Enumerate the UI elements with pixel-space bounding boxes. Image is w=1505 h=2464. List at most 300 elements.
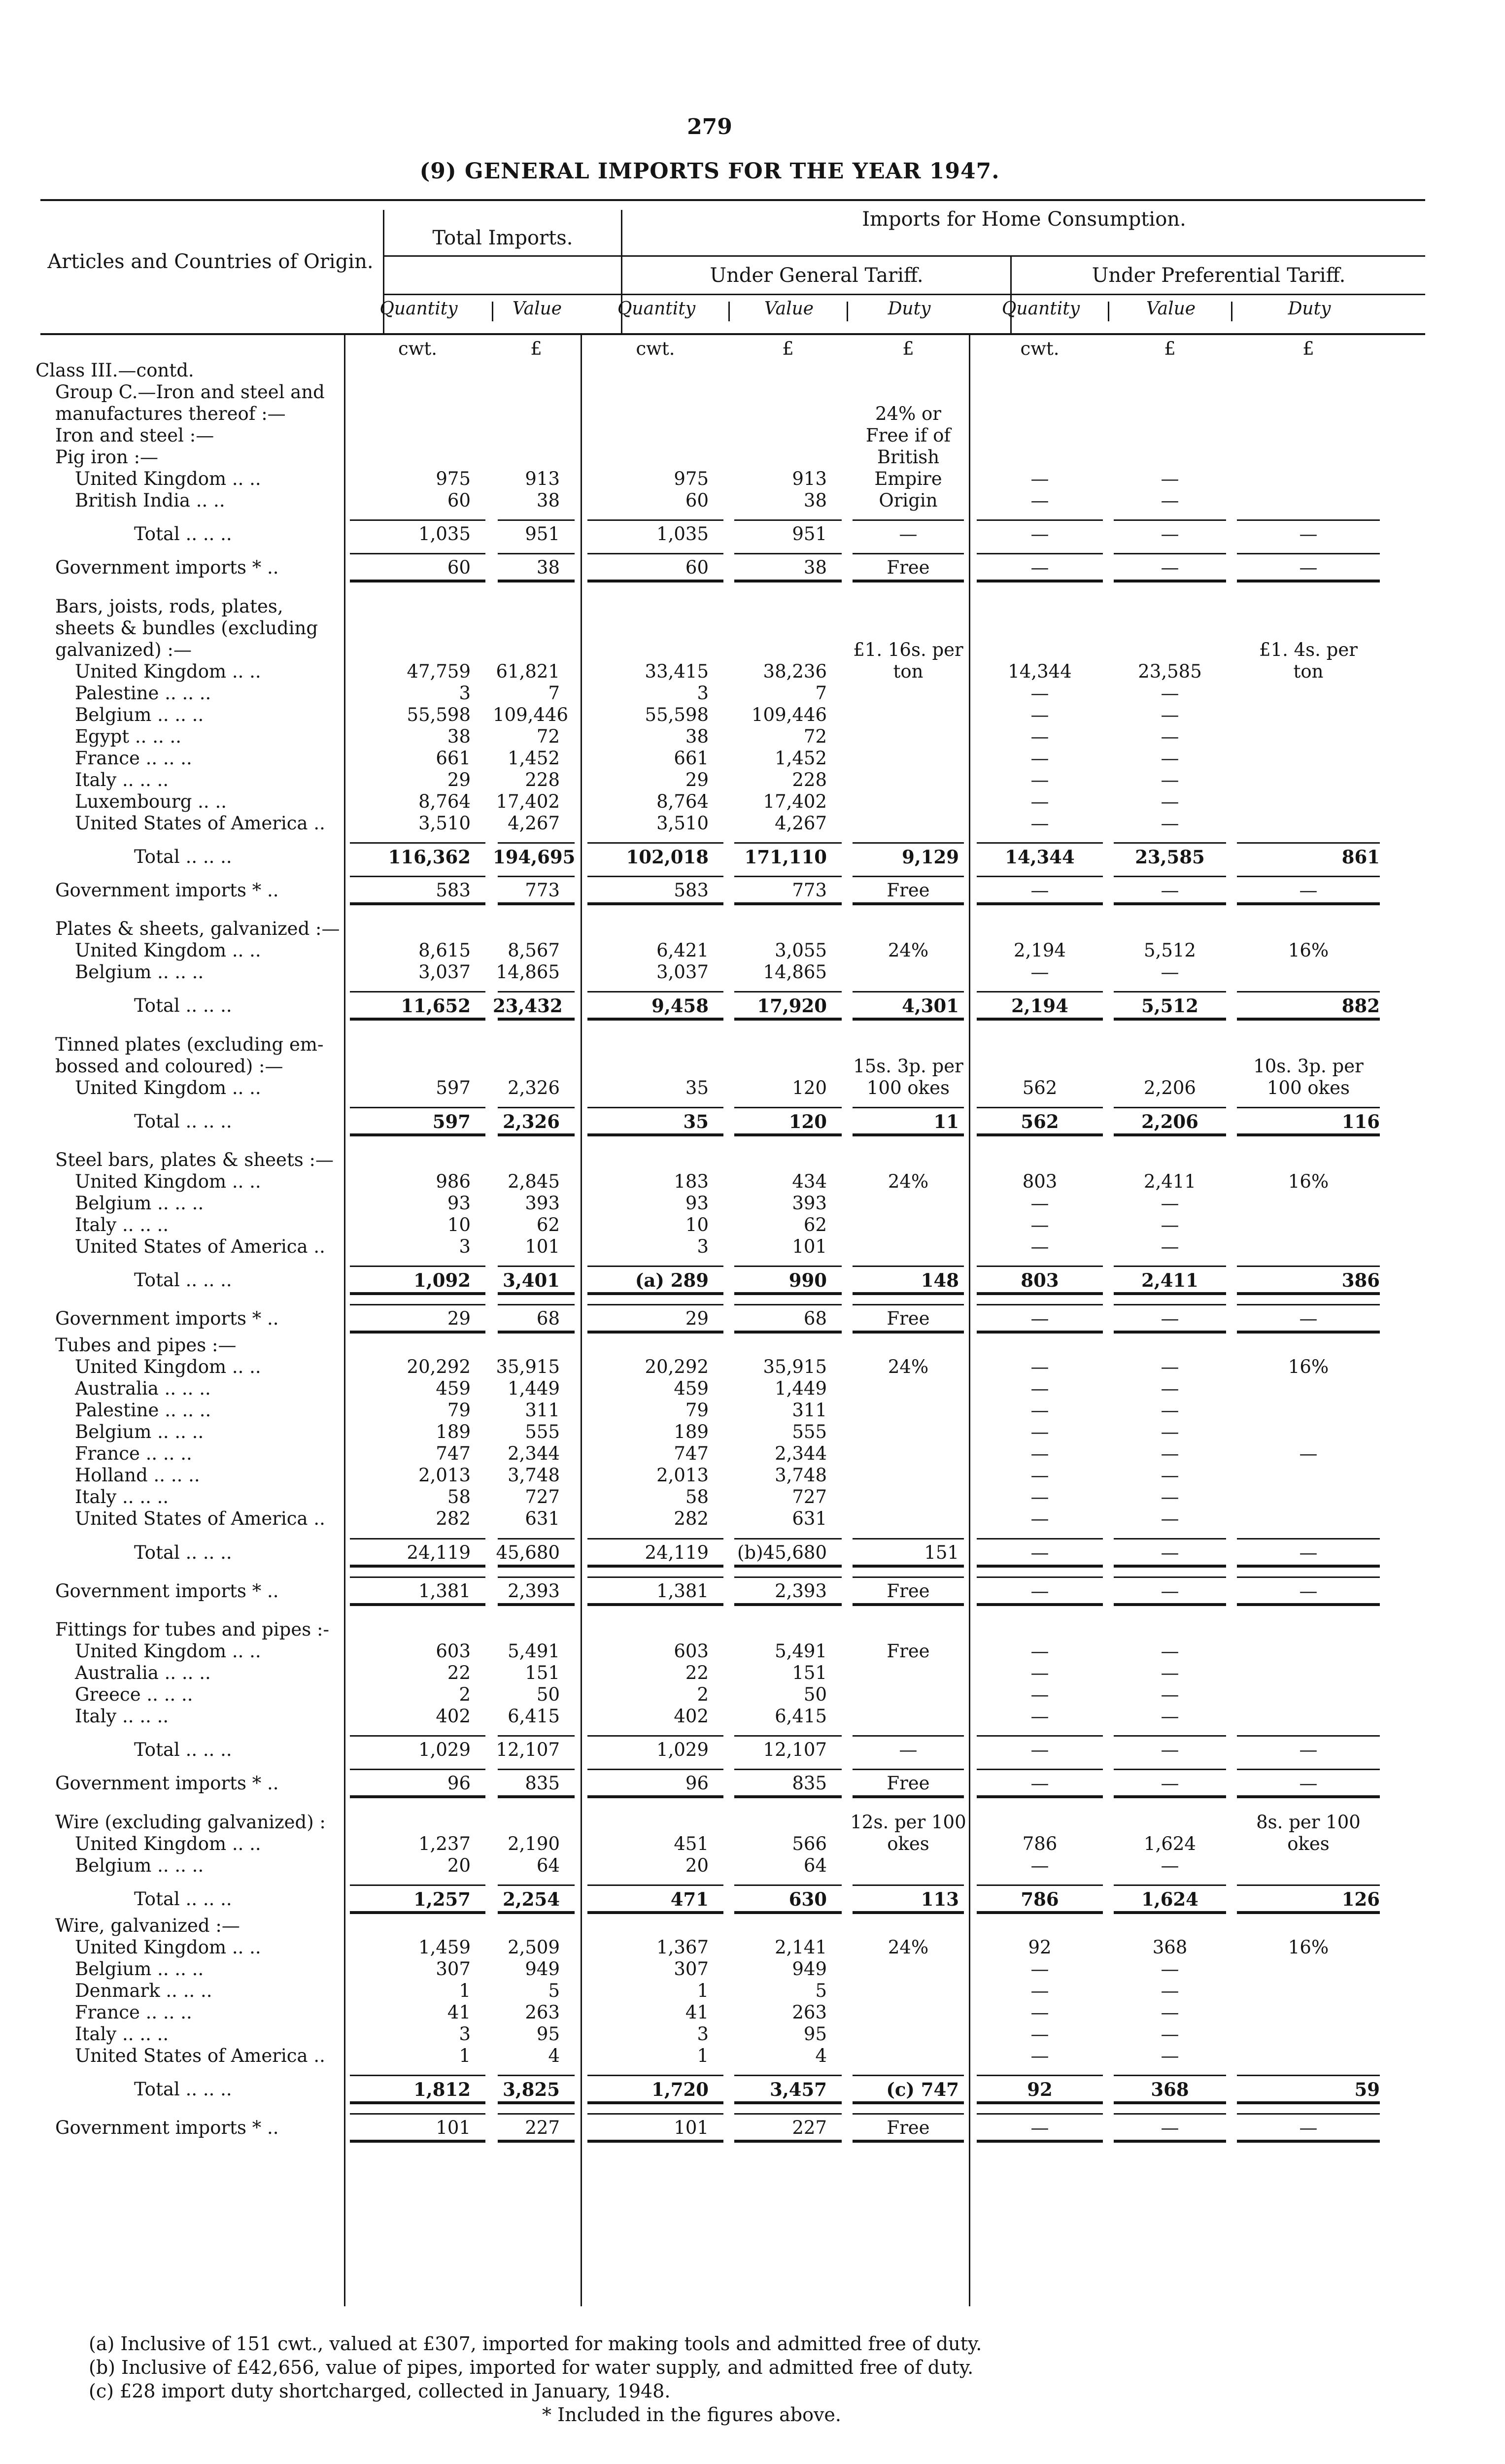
cell-pref-value: — <box>1161 2045 1179 2066</box>
double-rule <box>350 2101 485 2104</box>
double-rule <box>350 1911 485 1914</box>
double-rule <box>853 1331 964 1334</box>
total-rule <box>350 553 485 554</box>
row-label: Fittings for tubes and pipes :- <box>55 1619 329 1640</box>
cell-pref-quantity: — <box>1030 1773 1049 1794</box>
total-rule <box>977 991 1103 992</box>
total-rule <box>734 2113 842 2115</box>
cell-pref-duty: — <box>1299 557 1318 579</box>
cell-pref-quantity: — <box>1030 704 1049 725</box>
cell-value: 120 <box>788 1110 827 1132</box>
total-rule <box>977 553 1103 554</box>
double-rule <box>853 1911 964 1914</box>
double-rule <box>853 2140 964 2143</box>
cell-pref-value: 1,624 <box>1141 1888 1198 1910</box>
total-rule <box>977 1769 1103 1770</box>
cell-value: 631 <box>525 1508 560 1530</box>
cell-pref-quantity: 14,344 <box>1008 660 1072 682</box>
row-label: Belgium .. .. .. <box>75 1193 204 1214</box>
cell-pref-value: — <box>1161 468 1179 489</box>
row-label: Belgium .. .. .. <box>75 1421 204 1443</box>
total-rule <box>1114 991 1226 992</box>
row-label: France .. .. .. <box>75 747 192 769</box>
total-rule <box>853 876 964 877</box>
total-rule <box>1114 1304 1226 1305</box>
row-label: United Kingdom .. .. <box>75 468 261 489</box>
double-rule <box>853 1795 964 1798</box>
cell-pref-value: — <box>1161 2001 1179 2023</box>
unit-label: £ <box>1302 338 1314 359</box>
footnote-b: (b) Inclusive of £42,656, value of pipes, imported for water supply, and admitted free of duty. <box>89 2357 974 2378</box>
total-rule <box>498 1107 575 1108</box>
header-mid-rule <box>384 255 1425 257</box>
total-rule <box>1114 2075 1226 2076</box>
cell-pref-quantity: — <box>1030 747 1049 769</box>
cell-pref-quantity: — <box>1030 1739 1049 1761</box>
total-rule <box>498 1735 575 1737</box>
cell-pref-quantity: — <box>1030 1706 1049 1727</box>
cell-value: 451 <box>674 1833 709 1854</box>
cell-value: 20,292 <box>645 1356 709 1378</box>
cell-pref-value: — <box>1161 1486 1179 1508</box>
total-rule <box>1114 1769 1226 1770</box>
cell-value: 24,119 <box>645 1541 709 1563</box>
cell-value: 24,119 <box>407 1541 471 1563</box>
cell-value: 459 <box>436 1378 471 1400</box>
cell-value: 12,107 <box>496 1739 560 1761</box>
double-rule <box>734 1603 842 1606</box>
row-label: bossed and coloured) :— <box>55 1055 283 1077</box>
total-rule <box>1237 1304 1380 1305</box>
cell-pref-value: — <box>1161 1684 1179 1705</box>
cell-pref-value: — <box>1161 1214 1179 1235</box>
cell-value: 60 <box>685 490 709 511</box>
cell-value: 2,326 <box>508 1077 560 1098</box>
row-label: Australia .. .. .. <box>75 1662 211 1683</box>
cell-pref-value: — <box>1161 1236 1179 1257</box>
cell-value: 975 <box>674 468 709 489</box>
row-label: Total .. .. .. <box>134 523 232 545</box>
double-rule <box>853 1018 964 1021</box>
cell-value: 151 <box>792 1662 827 1683</box>
cell-value: 8,615 <box>418 940 471 961</box>
row-label: Total .. .. .. <box>134 1888 232 1910</box>
total-rule <box>1237 1107 1380 1108</box>
total-rule <box>853 1576 964 1578</box>
total-rule <box>853 1538 964 1540</box>
cell-pref-duty: okes <box>1287 1833 1330 1854</box>
double-rule <box>498 580 575 582</box>
cell-pref-duty: 8s. per 100 <box>1256 1811 1361 1833</box>
cell-value: 96 <box>447 1773 471 1794</box>
total-rule <box>1114 1735 1226 1737</box>
total-rule <box>498 2075 575 2076</box>
double-rule <box>1114 1565 1226 1568</box>
row-label: Greece .. .. .. <box>75 1684 193 1705</box>
cell-value: 17,402 <box>763 790 827 812</box>
total-rule <box>734 1884 842 1886</box>
cell-value: 3,748 <box>508 1465 560 1486</box>
cell-value: 20 <box>447 1854 471 1876</box>
cell-value: 555 <box>525 1421 560 1443</box>
cell-pref-value: — <box>1161 812 1179 834</box>
double-rule <box>1114 1018 1226 1021</box>
total-rule <box>734 1735 842 1737</box>
total-rule <box>1237 1538 1380 1540</box>
cell-pref-quantity: 562 <box>1022 1077 1058 1098</box>
cell-value: 661 <box>436 747 471 769</box>
cell-pref-duty: — <box>1299 880 1318 901</box>
cell-value: 1,452 <box>508 747 560 769</box>
total-rule <box>1114 1576 1226 1578</box>
cell-duty: — <box>899 523 918 545</box>
total-rule <box>977 1576 1103 1578</box>
double-rule <box>853 1565 964 1568</box>
total-rule <box>1237 1735 1380 1737</box>
row-label: Wire (excluding galvanized) : <box>55 1811 326 1833</box>
cell-value: 194,695 <box>493 846 576 868</box>
cell-value: 109,446 <box>493 704 569 725</box>
cell-pref-value: — <box>1161 682 1179 704</box>
double-rule <box>1237 1133 1380 1136</box>
cell-value: 14,865 <box>496 961 560 983</box>
cell-value: 727 <box>792 1486 827 1508</box>
sub-header-quantity-2: Quantity <box>617 299 696 319</box>
cell-value: 1,459 <box>418 1936 471 1958</box>
sub-header-duty-7: Duty <box>1288 299 1331 319</box>
cell-duty: 4,301 <box>902 995 959 1017</box>
unit-label: £ <box>1164 338 1176 359</box>
cell-pref-quantity: — <box>1030 2001 1049 2023</box>
cell-value: 61,821 <box>496 660 560 682</box>
total-rule <box>498 1538 575 1540</box>
cell-duty: Free <box>887 1773 930 1794</box>
row-label: Government imports * .. <box>55 2117 279 2139</box>
cell-value: 311 <box>792 1400 827 1421</box>
cell-duty: 24% <box>888 1356 929 1378</box>
cell-value: 1,381 <box>418 1580 471 1602</box>
total-rule <box>734 1266 842 1267</box>
row-label: Belgium .. .. .. <box>75 961 204 983</box>
double-rule <box>734 1565 842 1568</box>
cell-value: 1 <box>697 2045 709 2066</box>
cell-value: 1,092 <box>413 1269 471 1292</box>
cell-value: 60 <box>447 490 471 511</box>
cell-duty: 11 <box>933 1110 959 1132</box>
cell-value: 101 <box>792 1236 827 1257</box>
total-rule <box>587 1538 723 1540</box>
cell-value: 11,652 <box>401 995 471 1017</box>
total-rule <box>498 1769 575 1770</box>
total-rule <box>1237 1266 1380 1267</box>
cell-value: 38 <box>685 725 709 747</box>
cell-pref-quantity: 2,194 <box>1011 995 1068 1017</box>
unit-label: cwt. <box>636 338 675 359</box>
cell-pref-duty: 10s. 3p. per <box>1253 1055 1364 1077</box>
cell-pref-value: — <box>1161 790 1179 812</box>
cell-value: 62 <box>536 1214 560 1235</box>
cell-value: 1,812 <box>413 2079 471 2100</box>
double-rule <box>1114 1331 1226 1334</box>
cell-value: 2,509 <box>508 1936 560 1958</box>
cell-pref-quantity: 92 <box>1028 1936 1052 1958</box>
cell-value: 393 <box>525 1193 560 1214</box>
row-label: Total .. .. .. <box>134 1110 232 1132</box>
cell-value: 38 <box>447 725 471 747</box>
row-label: Italy .. .. .. <box>75 2023 169 2045</box>
cell-pref-value: — <box>1161 2023 1179 2045</box>
cell-value: 282 <box>436 1508 471 1530</box>
cell-value: 64 <box>536 1854 560 1876</box>
double-rule <box>587 1911 723 1914</box>
cell-value: 29 <box>447 1308 471 1330</box>
double-rule <box>498 1603 575 1606</box>
total-rule <box>734 1304 842 1305</box>
total-rule <box>350 1884 485 1886</box>
cell-pref-value: — <box>1161 1980 1179 2001</box>
total-rule <box>977 1735 1103 1737</box>
cell-pref-quantity: — <box>1030 2023 1049 2045</box>
cell-value: 3 <box>697 1236 709 1257</box>
total-rule <box>1237 1884 1380 1886</box>
cell-value: 60 <box>685 557 709 579</box>
double-rule <box>498 2101 575 2104</box>
double-rule <box>853 1133 964 1136</box>
cell-value: 22 <box>447 1662 471 1683</box>
total-rule <box>587 1304 723 1305</box>
cell-pref-value: — <box>1161 1958 1179 1980</box>
total-rule <box>498 842 575 844</box>
cell-pref-value: — <box>1161 1641 1179 1662</box>
cell-pref-value: — <box>1161 1465 1179 1486</box>
total-rule <box>1237 991 1380 992</box>
cell-duty: 12s. per 100 <box>850 1811 966 1833</box>
total-rule <box>1114 2113 1226 2115</box>
unit-label: £ <box>530 338 542 359</box>
cell-value: 835 <box>525 1773 560 1794</box>
row-label: Wire, galvanized :— <box>55 1915 240 1936</box>
cell-value: 913 <box>792 468 827 489</box>
sub-header-separator <box>492 302 493 321</box>
cell-value: 17,920 <box>757 995 827 1017</box>
cell-value: 3,510 <box>418 812 471 834</box>
total-rule <box>1114 876 1226 877</box>
cell-value: 1 <box>459 1980 471 2001</box>
total-rule <box>587 1769 723 1770</box>
cell-pref-value: — <box>1161 1854 1179 1876</box>
cell-value: 38 <box>536 490 560 511</box>
cell-pref-duty: 100 okes <box>1267 1077 1350 1098</box>
double-rule <box>734 2140 842 2143</box>
double-rule <box>350 1133 485 1136</box>
cell-value: 17,402 <box>496 790 560 812</box>
sub-header-quantity-5: Quantity <box>1001 299 1080 319</box>
cell-pref-quantity: — <box>1030 1958 1049 1980</box>
row-label: United States of America .. <box>75 1236 325 1257</box>
cell-value: 975 <box>436 468 471 489</box>
cell-pref-quantity: — <box>1030 880 1049 901</box>
cell-duty: Free <box>887 1641 930 1662</box>
row-label: galvanized) :— <box>55 639 192 660</box>
cell-value: 2,344 <box>508 1443 560 1465</box>
cell-value: 3,510 <box>656 812 709 834</box>
total-rule <box>853 1107 964 1108</box>
sub-header-value-6: Value <box>1146 299 1196 319</box>
double-rule <box>498 1795 575 1798</box>
double-rule <box>587 1331 723 1334</box>
total-rule <box>350 2075 485 2076</box>
cell-pref-value: 5,512 <box>1144 940 1196 961</box>
total-rule <box>587 2113 723 2115</box>
page-number: 279 <box>687 114 732 139</box>
total-rule <box>1237 1576 1380 1578</box>
total-rule <box>498 876 575 877</box>
cell-pref-value: 1,624 <box>1144 1833 1196 1854</box>
total-rule <box>587 1576 723 1578</box>
cell-pref-value: 2,206 <box>1144 1077 1196 1098</box>
double-rule <box>1237 1292 1380 1295</box>
cell-value: 282 <box>674 1508 709 1530</box>
total-rule <box>853 1884 964 1886</box>
double-rule <box>587 2140 723 2143</box>
total-rule <box>977 842 1103 844</box>
cell-value: 20 <box>685 1854 709 1876</box>
sub-header-value-3: Value <box>764 299 814 319</box>
row-label: Government imports * .. <box>55 1773 279 1794</box>
cell-value: 151 <box>525 1662 560 1683</box>
double-rule <box>498 1292 575 1295</box>
cell-value: 1,035 <box>656 523 709 545</box>
cell-pref-quantity: — <box>1030 468 1049 489</box>
cell-pref-value: — <box>1161 704 1179 725</box>
total-rule <box>1114 1884 1226 1886</box>
cell-pref-duty: — <box>1299 1773 1318 1794</box>
header-general-tariff: Under General Tariff. <box>710 264 924 287</box>
double-rule <box>977 1603 1103 1606</box>
cell-value: 9,458 <box>651 995 709 1017</box>
cell-value: 2,344 <box>775 1443 827 1465</box>
total-rule <box>587 553 723 554</box>
double-rule <box>587 1565 723 1568</box>
cell-pref-value: — <box>1161 1541 1179 1563</box>
cell-pref-quantity: — <box>1030 1541 1049 1563</box>
cell-value: 23,432 <box>493 995 563 1017</box>
cell-duty: 15s. 3p. per <box>853 1055 963 1077</box>
row-label: United States of America .. <box>75 1508 325 1530</box>
cell-duty: 151 <box>924 1541 959 1563</box>
cell-duty: Free if of <box>865 425 951 446</box>
cell-duty: 24% <box>888 1936 929 1958</box>
cell-value: 55,598 <box>645 704 709 725</box>
cell-value: 631 <box>792 1508 827 1530</box>
total-rule <box>1114 1107 1226 1108</box>
row-label: France .. .. .. <box>75 1443 192 1465</box>
cell-value: 41 <box>447 2001 471 2023</box>
cell-value: 22 <box>685 1662 709 1683</box>
cell-pref-value: 2,206 <box>1141 1110 1198 1132</box>
double-rule <box>1237 2140 1380 2143</box>
double-rule <box>1114 2140 1226 2143</box>
cell-pref-duty: 16% <box>1288 1936 1329 1958</box>
cell-value: 5 <box>548 1980 560 2001</box>
row-label: United Kingdom .. .. <box>75 1171 261 1192</box>
cell-pref-quantity: 786 <box>1022 1833 1058 1854</box>
double-rule <box>977 2140 1103 2143</box>
double-rule <box>734 902 842 905</box>
sub-header-separator <box>728 302 730 321</box>
total-rule <box>587 1107 723 1108</box>
total-rule <box>1114 553 1226 554</box>
total-rule <box>350 1107 485 1108</box>
cell-value: 434 <box>792 1171 827 1192</box>
cell-pref-value: — <box>1161 961 1179 983</box>
cell-value: 38,236 <box>763 660 827 682</box>
double-rule <box>1237 902 1380 905</box>
cell-value: 96 <box>685 1773 709 1794</box>
cell-value: 35 <box>685 1077 709 1098</box>
double-rule <box>350 580 485 582</box>
cell-value: 2 <box>459 1684 471 1705</box>
cell-value: 72 <box>536 725 560 747</box>
cell-pref-duty: 16% <box>1288 1356 1329 1378</box>
cell-pref-quantity: — <box>1030 2045 1049 2066</box>
double-rule <box>1237 1795 1380 1798</box>
cell-duty: Free <box>887 1580 930 1602</box>
footnote-a: (a) Inclusive of 151 cwt., valued at £307, imported for making tools and admitted free of duty. <box>89 2333 982 2355</box>
double-rule <box>734 1292 842 1295</box>
sub-header-value-1: Value <box>512 299 562 319</box>
cell-pref-value: — <box>1161 1378 1179 1400</box>
cell-pref-quantity: — <box>1030 2117 1049 2139</box>
cell-value: 35,915 <box>496 1356 560 1378</box>
cell-value: 5,491 <box>775 1641 827 1662</box>
total-rule <box>734 1769 842 1770</box>
cell-pref-value: — <box>1161 747 1179 769</box>
cell-pref-value: — <box>1161 1443 1179 1465</box>
total-rule <box>734 2075 842 2076</box>
row-label: Total .. .. .. <box>134 2079 232 2100</box>
cell-pref-quantity: — <box>1030 1684 1049 1705</box>
cell-value: 1 <box>697 1980 709 2001</box>
cell-pref-quantity: — <box>1030 812 1049 834</box>
footnote-c: (c) £28 import duty shortcharged, collected in January, 1948. <box>89 2380 671 2402</box>
total-rule <box>977 2113 1103 2115</box>
row-label: Holland .. .. .. <box>75 1465 200 1486</box>
cell-value: 68 <box>803 1308 827 1330</box>
double-rule <box>498 1565 575 1568</box>
total-rule <box>587 1884 723 1886</box>
cell-pref-quantity: 803 <box>1021 1269 1059 1292</box>
row-label: British India .. .. <box>75 490 225 511</box>
cell-value: 72 <box>803 725 827 747</box>
double-rule <box>853 1292 964 1295</box>
cell-value: 29 <box>685 769 709 790</box>
cell-pref-value: — <box>1161 1662 1179 1683</box>
cell-value: 835 <box>792 1773 827 1794</box>
cell-value: 50 <box>536 1684 560 1705</box>
total-rule <box>587 519 723 521</box>
row-label: Luxembourg .. .. <box>75 790 227 812</box>
cell-value: 597 <box>432 1110 471 1132</box>
row-label: Government imports * .. <box>55 1308 279 1330</box>
cell-value: 773 <box>525 880 560 901</box>
row-label: Egypt .. .. .. <box>75 725 182 747</box>
cell-pref-value: — <box>1161 769 1179 790</box>
double-rule <box>350 1331 485 1334</box>
sub-header-separator <box>1108 302 1109 321</box>
double-rule <box>1237 2101 1380 2104</box>
total-rule <box>734 842 842 844</box>
